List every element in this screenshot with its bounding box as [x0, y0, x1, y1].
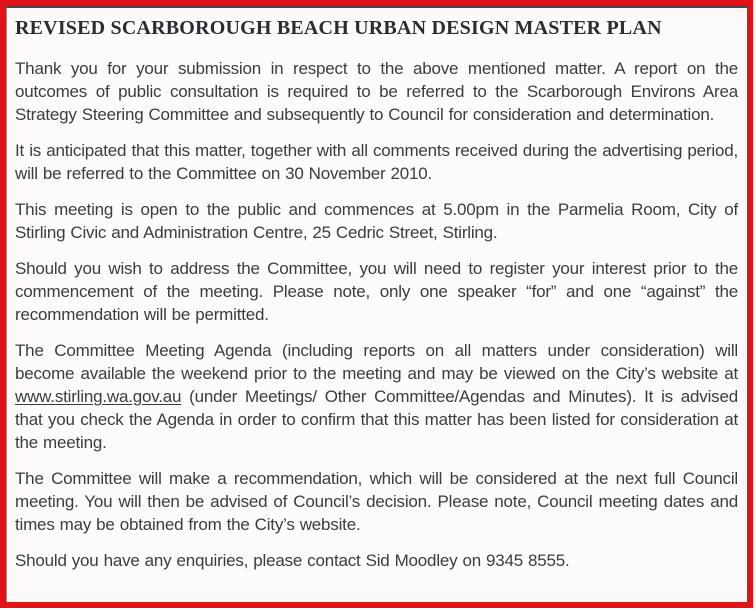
- agenda-text-before-link: The Committee Meeting Agenda (including reports on all matters under consideration) will become available the weekend prior to the meeting and may be viewed on the City’s website at: [15, 341, 738, 383]
- agenda-text-after-link: (under Meetings/ Other Committee/Agendas and Minutes). It is advised that you check the Agenda in order to confirm that this matter has been listed for consideration at the meeting.: [15, 387, 738, 452]
- stirling-website-link[interactable]: www.stirling.wa.gov.au: [15, 387, 182, 406]
- paragraph-committee-referral-date: It is anticipated that this matter, together with all comments received during the advertising period, will be referred to the Committee on 30 November 2010.: [15, 141, 738, 183]
- letter-heading: REVISED SCARBOROUGH BEACH URBAN DESIGN MASTER PLAN: [15, 17, 662, 39]
- letter-content: [6, 6, 747, 602]
- paragraph-enquiries-contact: Should you have any enquiries, please contact Sid Moodley on 9345 8555.: [15, 551, 570, 570]
- paragraph-speaker-registration: Should you wish to address the Committee, you will need to register your interest prior to the commencement of the meeting. Please note, only one speaker “for” and one “against” the recommendation will be permitted.: [15, 259, 738, 324]
- paragraph-submission-report: Thank you for your submission in respect to the above mentioned matter. A report on the outcomes of public consultation is required to be referred to the Scarborough Environs Area Strategy Steering Committee and subsequently to Council for consideration and determination.: [15, 59, 738, 124]
- paragraph-recommendation-council-decision: The Committee will make a recommendation, which will be considered at the next full Council meeting. You will then be advised of Council’s decision. Please note, Council meeting dates and times may be obtained from the City’s website.: [15, 469, 738, 534]
- paragraph-meeting-time-location: This meeting is open to the public and commences at 5.00pm in the Parmelia Room, City of Stirling Civic and Administration Centre, 25 Cedric Street, Stirling.: [15, 200, 738, 242]
- paragraph-agenda-availability: [15, 339, 738, 454]
